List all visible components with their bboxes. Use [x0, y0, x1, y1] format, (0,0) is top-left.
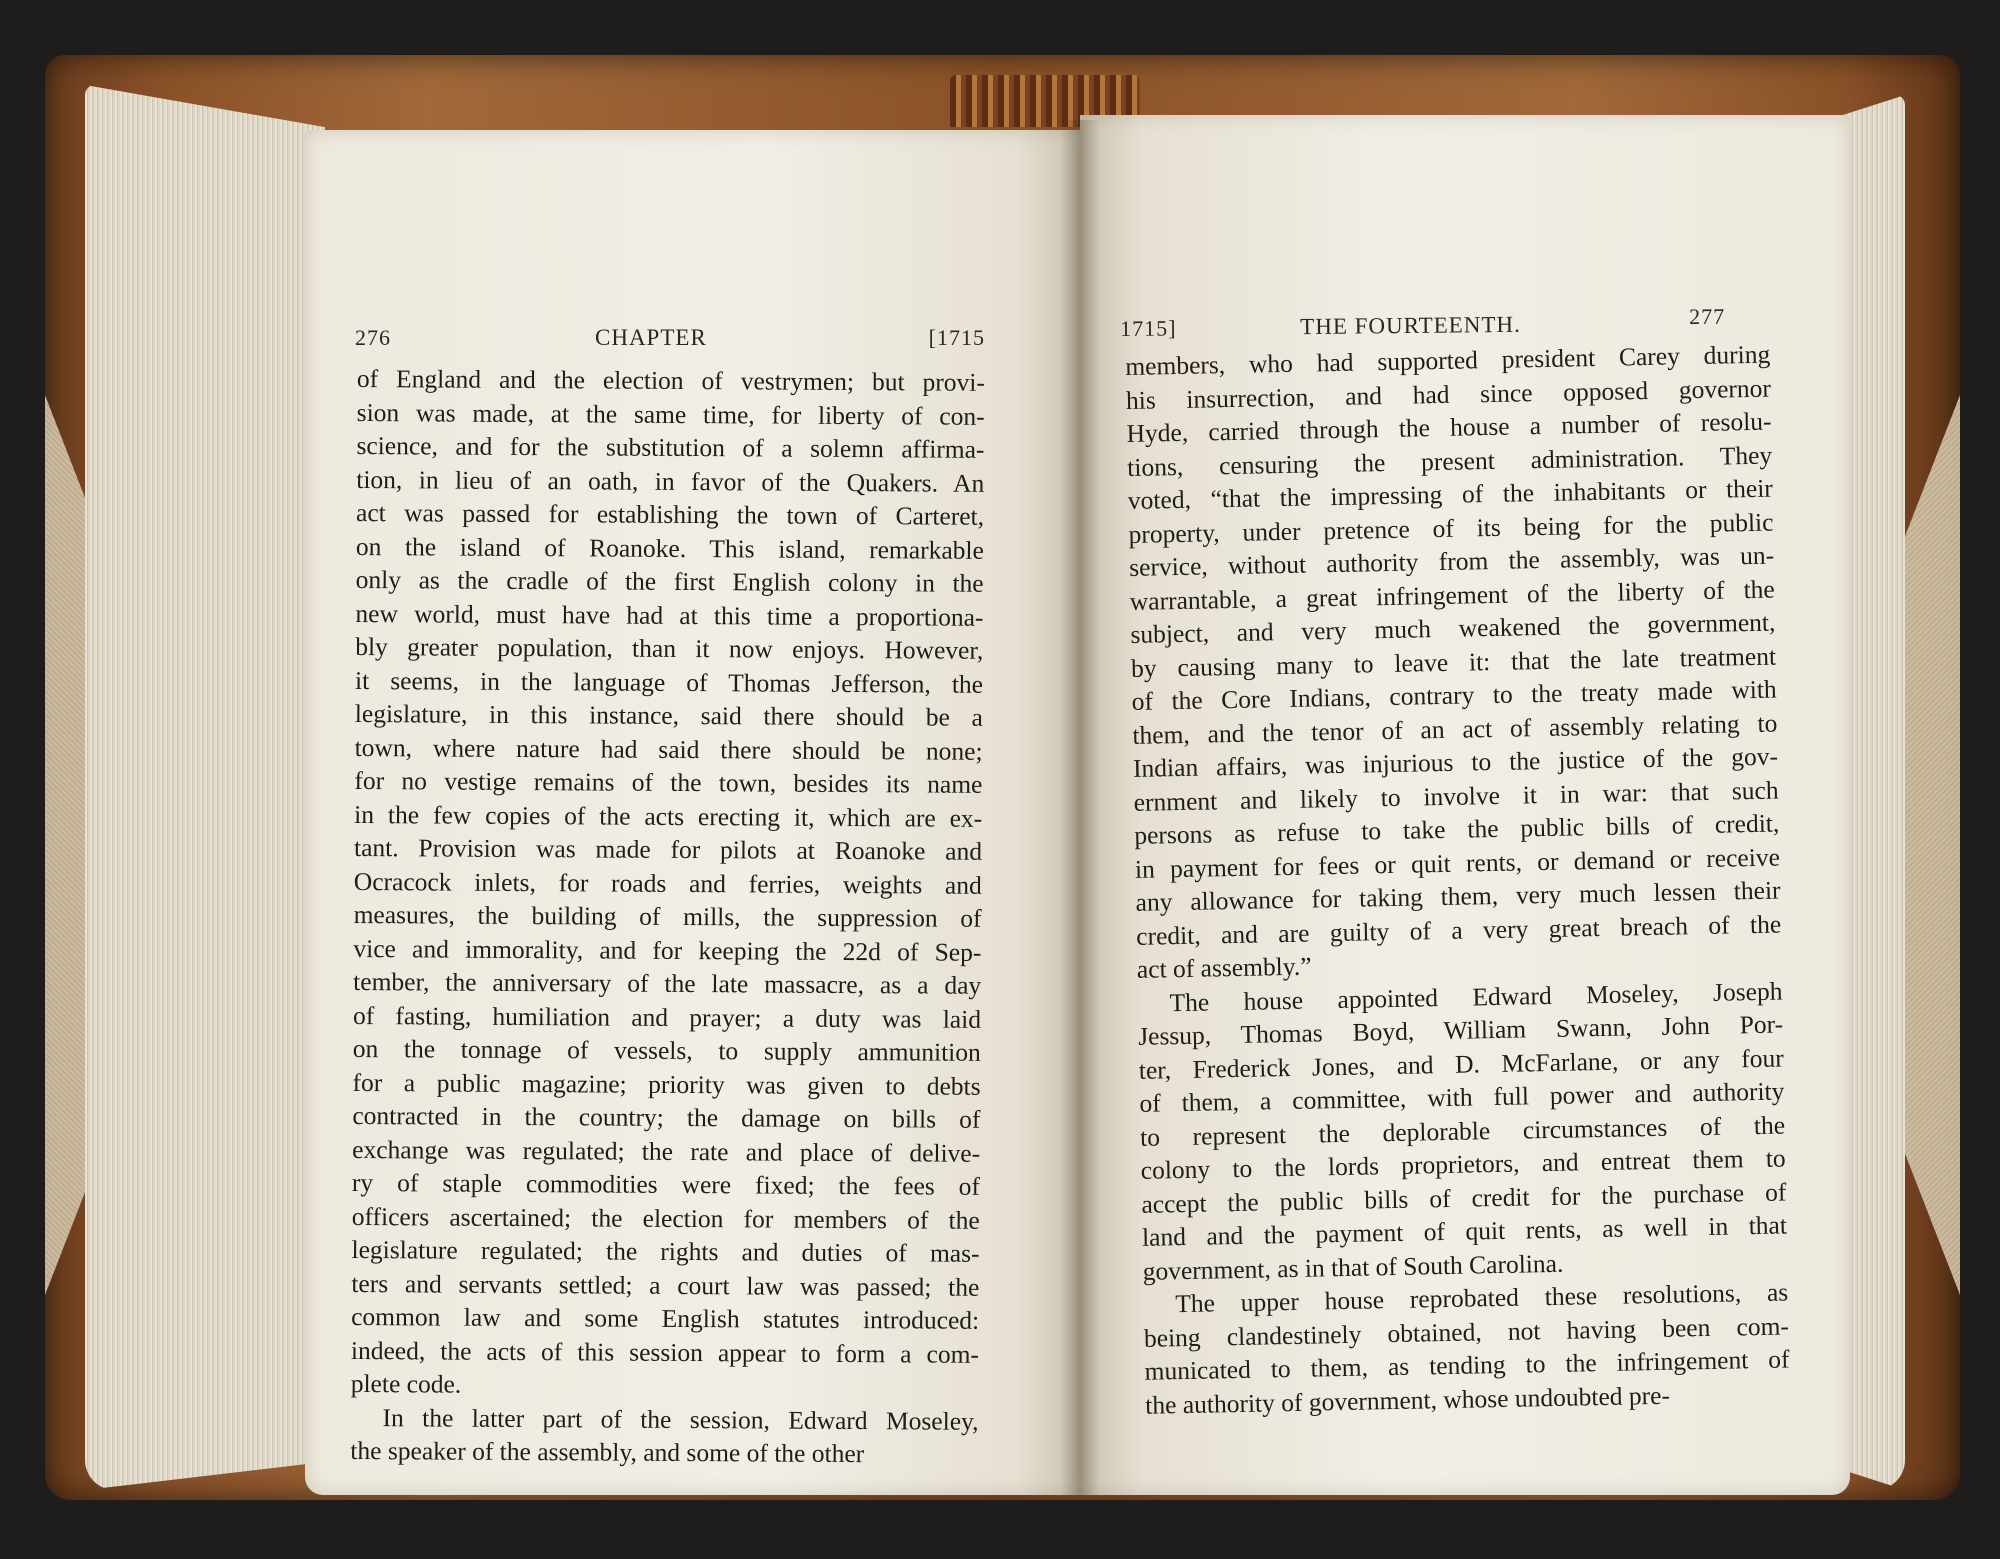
text-line: vice and immorality, and for keeping the 22d of Sep- — [353, 933, 982, 967]
text-line: ernment and likely to involve it in war: that such — [1133, 775, 1779, 817]
text-line: tember, the anniversary of the late massacre, as a day — [353, 966, 982, 1000]
right-page — [1080, 115, 1850, 1495]
text-line: by causing many to leave it: that the late treatment — [1130, 641, 1777, 683]
text-line: ters and servants settled; a court law was passed; the — [351, 1268, 980, 1302]
text-line: being clandestinely obtained, not having been com- — [1143, 1310, 1790, 1353]
text-line: legislature regulated; the rights and duties of mas- — [351, 1234, 980, 1268]
text-line: the authority of government, whose undoubted pre- — [1144, 1380, 1671, 1420]
text-line: tant. Provision was made for pilots at Roanoke and — [353, 832, 983, 866]
text-line: to represent the deplorable circumstances of the — [1139, 1109, 1786, 1152]
left-page-number: 276 — [355, 325, 391, 350]
text-line: of England and the election of vestrymen; but provi- — [356, 363, 985, 397]
text-line: the speaker of the assembly, and some of the other — [350, 1435, 865, 1469]
text-line: for no vestige remains of the town, besides its name — [354, 765, 983, 799]
text-line: Jessup, Thomas Boyd, William Swann, John Por- — [1137, 1009, 1784, 1051]
text-line: in the few copies of the acts erecting it, which are ex- — [354, 799, 983, 833]
text-line: colony to the lords proprietors, and entreat them to — [1140, 1143, 1786, 1185]
text-line: it seems, in the language of Thomas Jefferson, the — [354, 665, 984, 699]
text-line: indeed, the acts of this session appear to form a com- — [350, 1335, 980, 1369]
text-line: accept the public bills of credit for the purchase of — [1141, 1176, 1787, 1219]
text-line: land and the payment of quit rents, as well in that — [1141, 1210, 1788, 1252]
text-line: property, under pretence of its being for the public — [1128, 507, 1774, 549]
left-running-head: CHAPTER — [595, 325, 707, 350]
text-line: measures, the building of mills, the suppression of — [353, 899, 982, 933]
right-running-head: THE FOURTEENTH. — [1300, 311, 1521, 340]
text-line: service, without authority from the assembly, was un- — [1128, 540, 1775, 582]
text-line: tion, in lieu of an oath, in favor of the Quakers. An — [356, 464, 985, 498]
text-line: only as the cradle of the first English colony in the — [355, 564, 984, 598]
text-line: legislature, in this instance, said there should be a — [354, 698, 983, 732]
text-line: of the Core Indians, contrary to the treaty made with — [1131, 674, 1777, 716]
text-line: In the latter part of the session, Edward Moseley, — [382, 1402, 979, 1436]
text-line: of fasting, humiliation and prayer; a duty was laid — [352, 1000, 982, 1034]
text-line: Hyde, carried through the house a number of resolu- — [1126, 406, 1772, 448]
text-line: on the island of Roanoke. This island, remarkable — [355, 531, 984, 565]
text-line: warrantable, a great infringement of the liberty of the — [1129, 574, 1775, 616]
text-line: act was passed for establishing the town of Carteret, — [355, 497, 985, 531]
text-line: ter, Frederick Jones, and D. McFarlane, or any four — [1138, 1042, 1784, 1085]
text-line: members, who had supported president Carey during — [1125, 339, 1771, 381]
text-line: sion was made, at the same time, for liberty of con- — [356, 397, 985, 431]
text-line: act of assembly.” — [1136, 951, 1312, 984]
left-year-marker: [1715 — [928, 325, 985, 350]
text-line: voted, “that the impressing of the inhabitants or their — [1127, 473, 1774, 515]
text-line: on the tonnage of vessels, to supply ammunition — [352, 1033, 981, 1067]
right-page-text — [1125, 338, 1790, 1422]
right-page-number: 277 — [1688, 303, 1726, 330]
book — [45, 55, 1960, 1500]
left-page — [305, 130, 1080, 1495]
text-line: his insurrection, and had since opposed governor — [1125, 373, 1772, 415]
text-line: persons as refuse to take the public bills of credit, — [1134, 808, 1780, 850]
text-line: in payment for fees or quit rents, or demand or receive — [1134, 842, 1781, 884]
text-line: government, as in that of South Carolina. — [1142, 1248, 1564, 1286]
text-line: contracted in the country; the damage on bills of — [352, 1100, 981, 1134]
page-edges-left — [85, 85, 325, 1490]
text-line: Ocracock inlets, for roads and ferries, weights and — [353, 866, 982, 900]
text-line: for a public magazine; priority was given to debts — [352, 1067, 981, 1101]
text-line: common law and some English statutes introduced: — [351, 1301, 980, 1335]
text-line: plete code. — [350, 1368, 462, 1399]
text-line: credit, and are guilty of a very great breach of the — [1135, 909, 1782, 951]
text-line: exchange was regulated; the rate and place of delive- — [352, 1134, 981, 1168]
left-page-text — [350, 362, 985, 1471]
text-line: new world, must have had at this time a proportiona- — [355, 598, 984, 632]
text-line: of them, a committee, with full power and authority — [1139, 1076, 1785, 1118]
text-line: ry of staple commodities were fixed; the fees of — [351, 1167, 981, 1201]
text-line: any allowance for taking them, very much lessen their — [1135, 875, 1781, 917]
text-line: Indian affairs, was injurious to the justice of the gov- — [1132, 741, 1779, 783]
text-line: them, and the tenor of an act of assembly relating to — [1132, 708, 1778, 750]
right-year-marker: 1715] — [1120, 315, 1177, 341]
text-line: tions, censuring the present administration. They — [1126, 440, 1773, 482]
text-line: science, and for the substitution of a solemn affirma- — [356, 430, 985, 464]
text-line: The upper house reprobated these resolutions, as — [1175, 1277, 1789, 1319]
text-line: officers ascertained; the election for members of the — [351, 1201, 980, 1235]
text-line: municated to them, as tending to the infringement of — [1144, 1344, 1790, 1386]
text-line: The house appointed Edward Moseley, Joseph — [1169, 976, 1783, 1017]
left-running-header — [355, 317, 985, 357]
text-line: bly greater population, than it now enjoys. However, — [355, 631, 984, 665]
text-line: town, where nature had said there should be none; — [354, 732, 983, 766]
text-line: subject, and very much weakened the government, — [1130, 607, 1776, 649]
book-gutter — [1060, 120, 1100, 1495]
